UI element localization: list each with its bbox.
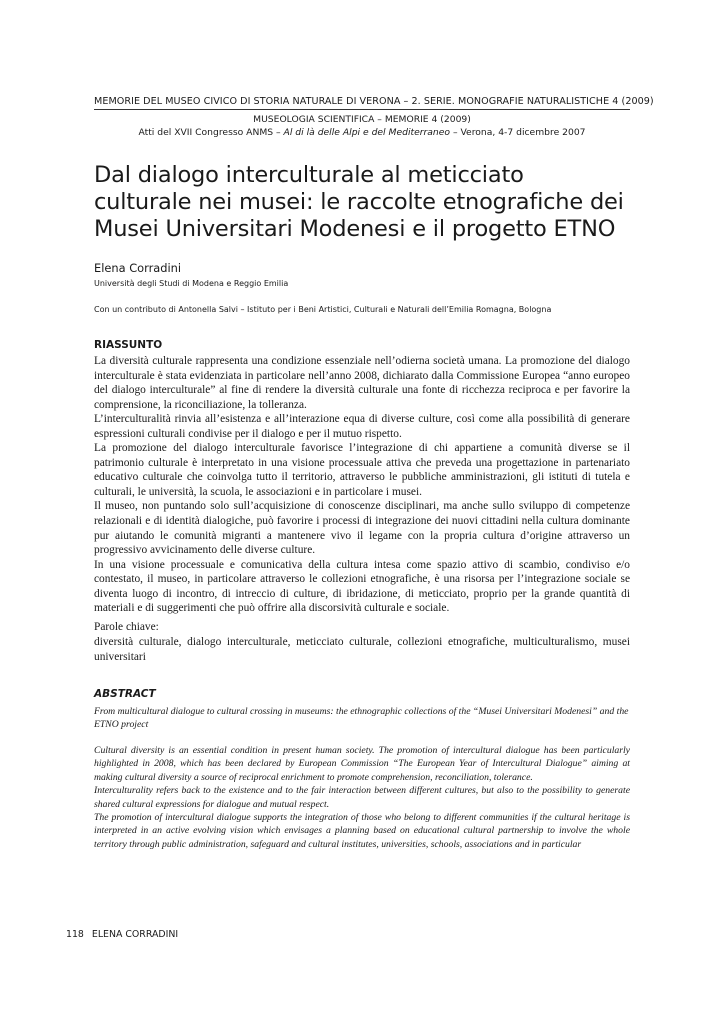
congress-prefix: Atti del XVII Congresso ANMS – xyxy=(138,127,284,138)
page-number: 118 xyxy=(66,929,84,940)
header-rule xyxy=(94,109,630,110)
abstract-subtitle: From multicultural dialogue to cultural crossing in museums: the ethnographic collections of the “Musei Universitari Modenesi” and the ETNO project xyxy=(94,706,629,731)
abstract-paragraph: Interculturality refers back to the existence and to the fair interaction between different cultures, but also to the possibility to generate shared cultural expressions for dialogue and mutual respect. xyxy=(94,785,630,810)
riassunto-paragraph: Il museo, non puntando solo sull’acquisizione di conoscenze disciplinari, ma anche sullo sviluppo di competenze relazionali e di identità dialogiche, può favorire i processi di integrazione dei nuovi cittadini nella cultura dominante pur aiutando le comunità migranti a mantenere vivo il legame con la propria cultura d’origine attraverso un progressivo avvicinamento delle diverse culture. xyxy=(94,500,630,557)
congress-title: Al di là delle Alpi e del Mediterraneo xyxy=(283,127,451,138)
abstract-heading: ABSTRACT xyxy=(94,688,156,700)
running-head: ELENA CORRADINI xyxy=(91,929,179,940)
abstract-paragraph: The promotion of intercultural dialogue supports the integration of those who belong to different communities if the cultural heritage is interpreted in an active evolving vision which envisages a planning based on educational cultural partnership to involve the whole territory through public administration, safeguard and cultural institutes, universities, schools, associations and in particular xyxy=(94,812,630,850)
title-line: Musei Universitari Modenesi e il progetto ETNO xyxy=(94,216,616,242)
page-footer xyxy=(66,929,178,940)
title-line: culturale nei musei: le raccolte etnografiche dei xyxy=(94,189,624,215)
article-title xyxy=(94,162,654,243)
abstract-body xyxy=(94,744,630,851)
volume-header: MUSEOLOGIA SCIENTIFICA – MEMORIE 4 (2009) xyxy=(253,114,471,125)
contribution-note: Con un contributo di Antonella Salvi – Istituto per i Beni Artistici, Culturali e Naturali dell’Emilia Romagna, Bologna xyxy=(94,305,552,314)
riassunto-paragraph: La diversità culturale rappresenta una condizione essenziale nell’odierna società umana. La promozione del dialogo interculturale è stata evidenziata in particolare nell’anno 2008, dichiarato dalla Commissione Europea “anno europeo del dialogo interculturale” al fine di rendere la diversità culturale una fonte di ricchezza reciproca e per favorire la comprensione, la riconciliazione, la tolleranza. xyxy=(94,355,630,411)
congress-header xyxy=(94,127,630,138)
keywords-label: Parole chiave: xyxy=(94,621,159,633)
keywords-list: diversità culturale, dialogo interculturale, meticciato culturale, collezioni etnografiche, multiculturalismo, musei universitari xyxy=(94,636,630,663)
abstract-paragraph: Cultural diversity is an essential condition in present human society. The promotion of intercultural dialogue has been particularly highlighted in 2008, which has been declared by European Commission “The European Year of Intercultural Dialogue” aiming at making cultural diversity a source of reciprocal enrichment to promote comprehension, reconciliation, tolerance. xyxy=(94,745,630,783)
author-affiliation: Università degli Studi di Modena e Reggio Emilia xyxy=(94,279,289,288)
riassunto-heading: RIASSUNTO xyxy=(94,339,163,351)
title-line: Dal dialogo interculturale al meticciato xyxy=(94,162,524,188)
riassunto-paragraph: La promozione del dialogo interculturale favorisce l’integrazione di chi appartiene a comunità diverse se il patrimonio culturale è interpretato in una visione processuale attiva che preveda una progettazione in partenariato educativo culturale che coinvolga tutto il territorio, attraverso le pubbliche amministrazioni, gli istituti di tutela e culturali, le università, la scuola, le associazioni e in particolare i musei. xyxy=(94,442,630,498)
congress-suffix: – Verona, 4-7 dicembre 2007 xyxy=(450,127,586,138)
riassunto-body xyxy=(94,354,630,616)
author-name: Elena Corradini xyxy=(94,261,182,275)
riassunto-paragraph: In una visione processuale e comunicativa della cultura intesa come spazio attivo di scambio, condiviso e/o contestato, il museo, in particolare attraverso le collezioni etnografiche, è una risorsa per l’integrazione sociale se diventa luogo di incontro, di intreccio di culture, di ibridazione, di meticciato, proprio per la grande quantità di materiali e di suggerimenti che può offrire alla discorsività culturale e sociale. xyxy=(94,558,630,615)
riassunto-paragraph: L’interculturalità rinvia all’esistenza e all’interazione equa di diverse culture, così come alla possibilità di generare espressioni culturali condivise per il dialogo e per il mutuo rispetto. xyxy=(94,413,630,440)
journal-series-header: MEMORIE DEL MUSEO CIVICO DI STORIA NATURALE DI VERONA – 2. SERIE. MONOGRAFIE NATURALISTICHE 4 (2009) xyxy=(94,96,654,107)
